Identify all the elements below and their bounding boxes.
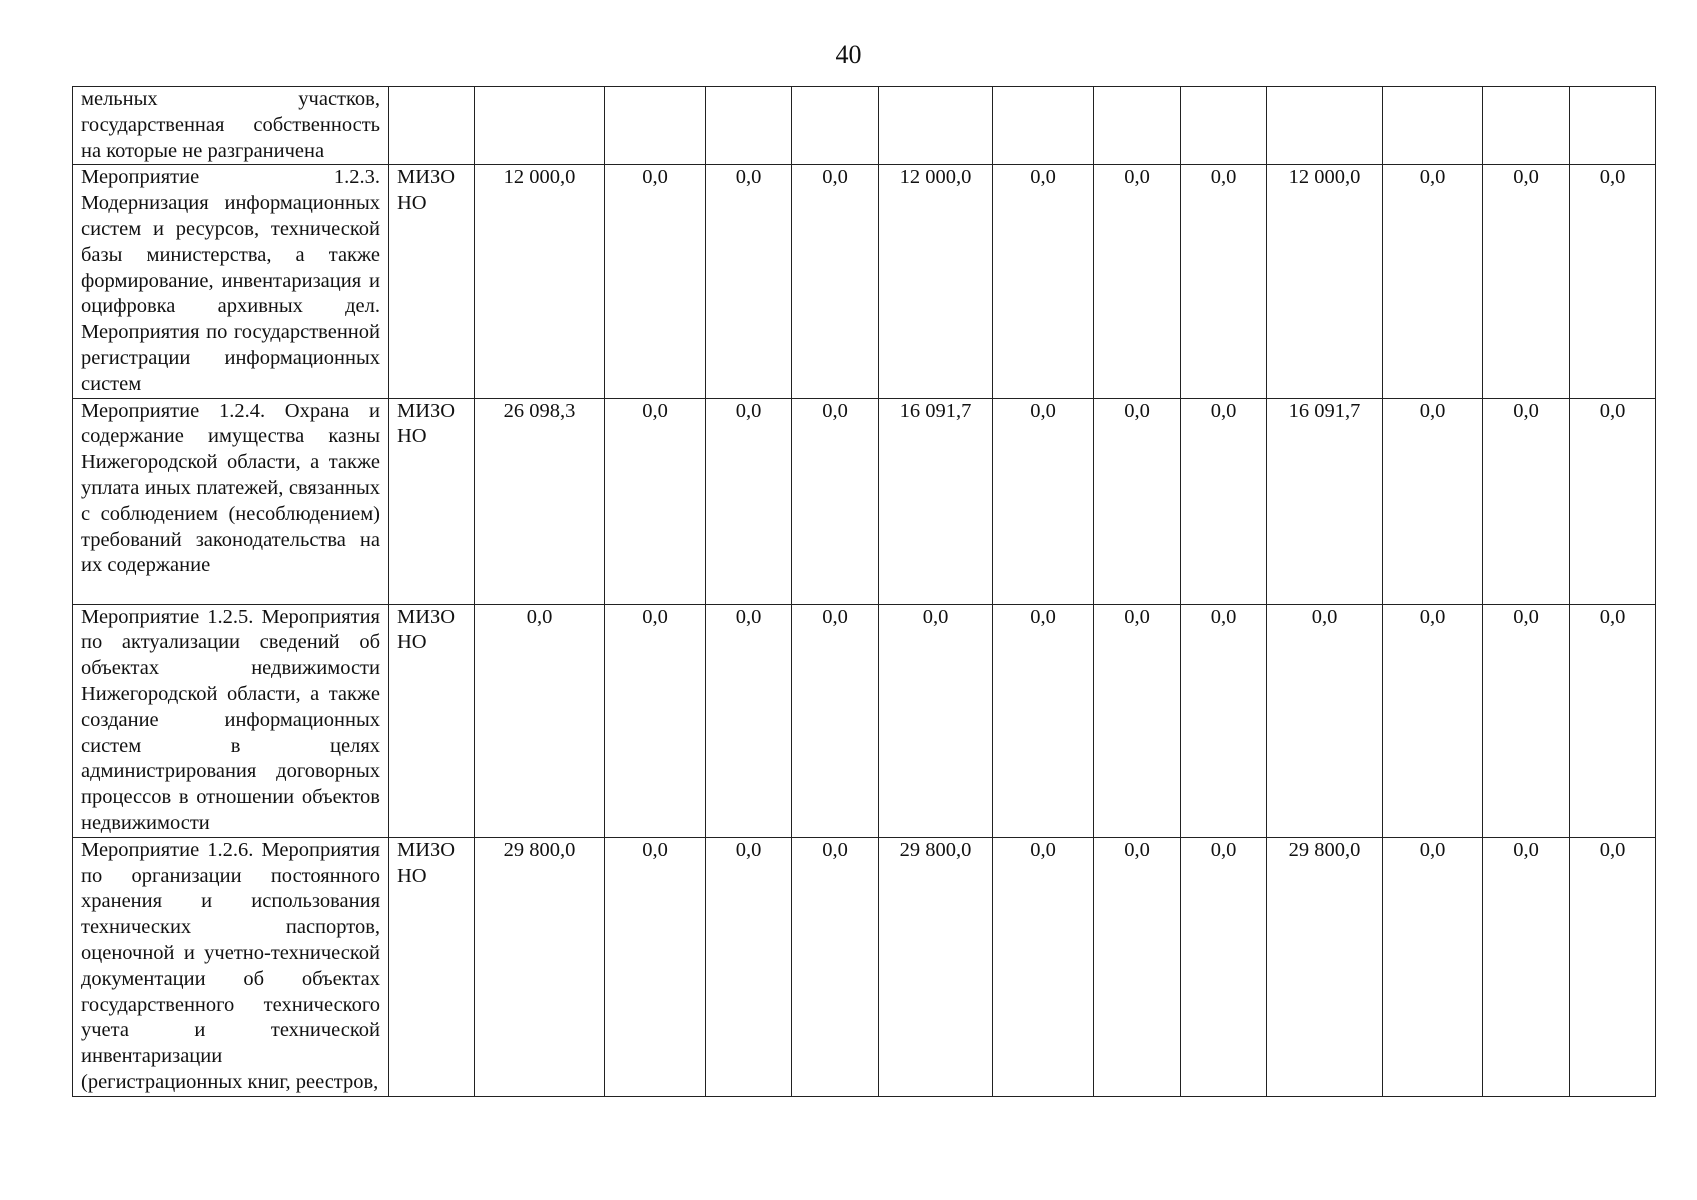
funding-value-cell: 0,0 [706, 398, 792, 604]
table-row [73, 837, 1656, 1096]
funding-value-cell: 0,0 [1483, 837, 1570, 1096]
funding-value-cell [993, 87, 1094, 165]
responsible-organization [389, 165, 475, 398]
funding-value-cell: 29 800,0 [879, 837, 993, 1096]
funding-value-cell: 12 000,0 [1267, 165, 1383, 398]
responsible-organization [389, 398, 475, 604]
funding-value-cell: 0,0 [605, 604, 706, 837]
funding-value-cell: 0,0 [792, 165, 879, 398]
funding-value-cell: 0,0 [1570, 604, 1656, 837]
funding-value-cell: 0,0 [1181, 165, 1267, 398]
funding-value-cell [1181, 87, 1267, 165]
funding-value-cell: 0,0 [879, 604, 993, 837]
funding-value-cell [1094, 87, 1181, 165]
funding-value-cell: 0,0 [1570, 837, 1656, 1096]
funding-value-cell [706, 87, 792, 165]
funding-value-cell [475, 87, 605, 165]
funding-value-cell: 0,0 [706, 837, 792, 1096]
responsible-organization [389, 837, 475, 1096]
funding-value-cell [1483, 87, 1570, 165]
funding-value-cell: 12 000,0 [475, 165, 605, 398]
funding-value-cell: 0,0 [792, 604, 879, 837]
funding-value-cell [1570, 87, 1656, 165]
funding-value-cell: 29 800,0 [1267, 837, 1383, 1096]
funding-value-cell [1267, 87, 1383, 165]
organization-line: МИЗО [397, 838, 456, 861]
activity-description: мельных участков, государственная собственность на которые не разграничена [73, 87, 389, 165]
page-number: 40 [835, 40, 862, 69]
funding-value-cell: 0,0 [993, 398, 1094, 604]
funding-value-cell: 0,0 [1383, 165, 1483, 398]
funding-value-cell: 0,0 [1094, 837, 1181, 1096]
funding-value-cell: 16 091,7 [1267, 398, 1383, 604]
funding-value-cell: 0,0 [1383, 837, 1483, 1096]
funding-value-cell: 0,0 [605, 398, 706, 604]
table-row [73, 604, 1656, 837]
activity-description: Мероприятие 1.2.5. Мероприятия по актуализации сведений об объектах недвижимости Нижегородской области, а также создание информационных систем в целях администрирования договорных процессов в отношении объектов недвижимости [73, 604, 389, 837]
funding-value-cell [1383, 87, 1483, 165]
organization-line: МИЗО [397, 166, 456, 189]
funding-value-cell: 0,0 [1483, 165, 1570, 398]
funding-value-cell: 12 000,0 [879, 165, 993, 398]
funding-value-cell: 0,0 [1267, 604, 1383, 837]
funding-value-cell: 0,0 [1570, 398, 1656, 604]
funding-value-cell: 16 091,7 [879, 398, 993, 604]
funding-value-cell: 0,0 [1181, 398, 1267, 604]
organization-line: НО [397, 192, 427, 215]
funding-value-cell: 0,0 [1383, 604, 1483, 837]
funding-value-cell: 0,0 [1483, 398, 1570, 604]
funding-value-cell [792, 87, 879, 165]
funding-value-cell: 0,0 [605, 837, 706, 1096]
funding-value-cell: 0,0 [1570, 165, 1656, 398]
funding-value-cell: 0,0 [475, 604, 605, 837]
funding-value-cell: 0,0 [1383, 398, 1483, 604]
funding-value-cell: 0,0 [605, 165, 706, 398]
activity-description: Мероприятие 1.2.6. Мероприятия по организации постоянного хранения и использования технических паспортов, оценочной и учетно-технической документации об объектах государственного технического учета и технической инвентаризации (регистрационных книг, реестров, [73, 837, 389, 1096]
funding-value-cell: 0,0 [993, 837, 1094, 1096]
funding-value-cell: 0,0 [1181, 837, 1267, 1096]
organization-line: НО [397, 631, 427, 654]
funding-value-cell: 0,0 [993, 165, 1094, 398]
table-row [73, 87, 1656, 165]
responsible-organization [389, 604, 475, 837]
funding-value-cell: 0,0 [1181, 604, 1267, 837]
funding-value-cell: 0,0 [1483, 604, 1570, 837]
funding-value-cell: 0,0 [792, 398, 879, 604]
table-row [73, 165, 1656, 398]
funding-value-cell [879, 87, 993, 165]
funding-value-cell: 26 098,3 [475, 398, 605, 604]
funding-value-cell: 0,0 [792, 837, 879, 1096]
organization-line: МИЗО [397, 605, 456, 628]
organization-line: МИЗО [397, 399, 456, 422]
funding-value-cell: 0,0 [1094, 398, 1181, 604]
funding-value-cell: 0,0 [706, 604, 792, 837]
funding-value-cell: 29 800,0 [475, 837, 605, 1096]
activity-description: Мероприятие 1.2.4. Охрана и содержание имущества казны Нижегородской области, а также уплата иных платежей, связанных с соблюдением (несоблюдением) требований законодательства на их содержание [73, 398, 389, 604]
organization-line: НО [397, 425, 427, 448]
organization-line: НО [397, 864, 427, 887]
funding-value-cell: 0,0 [993, 604, 1094, 837]
activity-description: Мероприятие 1.2.3. Модернизация информационных систем и ресурсов, технической базы министерства, а также формирование, инвентаризация и оцифровка архивных дел. Мероприятия по государственной регистрации информационных систем [73, 165, 389, 398]
responsible-organization [389, 87, 475, 165]
funding-value-cell: 0,0 [706, 165, 792, 398]
funding-value-cell [605, 87, 706, 165]
funding-table [72, 86, 1656, 1097]
table-row [73, 398, 1656, 604]
funding-value-cell: 0,0 [1094, 165, 1181, 398]
funding-value-cell: 0,0 [1094, 604, 1181, 837]
